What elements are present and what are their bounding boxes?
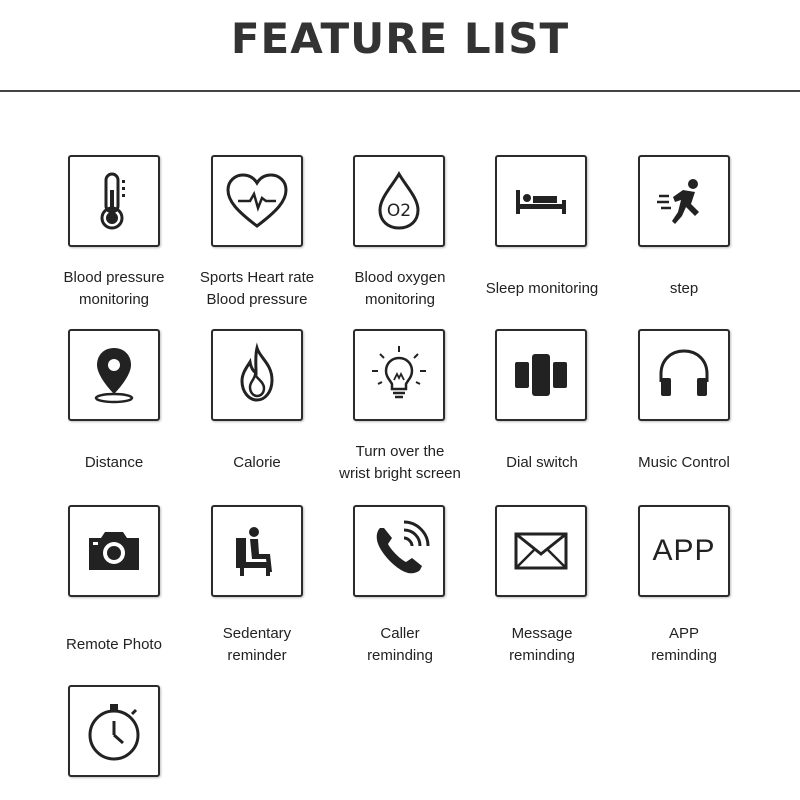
phone-call-icon — [364, 516, 434, 586]
feature-tile-bright-screen — [353, 329, 445, 421]
oxygen-drop-icon — [364, 166, 434, 236]
feature-label-blood-oxygen: Blood oxygen monitoring — [354, 269, 446, 308]
app-text-icon: APP — [652, 534, 716, 567]
location-pin-icon — [79, 340, 149, 410]
feature-label-distance: Distance — [84, 454, 144, 471]
page-title: FEATURE LIST — [230, 14, 570, 63]
feature-label-music: Music Control — [638, 454, 730, 471]
feature-label-heart-rate: Sports Heart rate Blood pressure — [199, 269, 315, 308]
feature-label-app: APP reminding — [651, 625, 717, 664]
feature-tile-distance — [68, 329, 160, 421]
camera-icon — [79, 516, 149, 586]
heart-rate-icon — [222, 166, 292, 236]
armchair-person-icon — [222, 516, 292, 586]
feature-tile-stopwatch — [68, 685, 160, 777]
feature-label-calorie: Calorie — [233, 454, 281, 471]
thermometer-icon — [79, 166, 149, 236]
headphones-icon — [649, 340, 719, 410]
stopwatch-icon — [79, 696, 149, 766]
feature-tile-dial-switch — [495, 329, 587, 421]
feature-tile-step — [638, 155, 730, 247]
feature-tile-remote-photo — [68, 505, 160, 597]
feature-tile-sedentary — [211, 505, 303, 597]
feature-tile-heart-rate — [211, 155, 303, 247]
feature-label-blood-pressure: Blood pressure monitoring — [63, 269, 165, 308]
feature-label-bright-screen: Turn over the wrist bright screen — [339, 443, 461, 482]
oxygen-icon-text: O2 — [386, 201, 412, 221]
feature-tile-sleep — [495, 155, 587, 247]
feature-tile-caller — [353, 505, 445, 597]
feature-tile-message — [495, 505, 587, 597]
running-person-icon — [649, 166, 719, 236]
feature-tile-music — [638, 329, 730, 421]
envelope-icon — [506, 516, 576, 586]
feature-label-sedentary: Sedentary reminder — [222, 625, 292, 664]
feature-label-sleep: Sleep monitoring — [485, 280, 599, 297]
feature-tile-app — [638, 505, 730, 597]
feature-label-caller: Caller reminding — [367, 625, 433, 664]
feature-label-dial-switch: Dial switch — [506, 454, 578, 471]
feature-tile-calorie — [211, 329, 303, 421]
feature-label-message: Message reminding — [509, 625, 575, 664]
feature-label-step: step — [669, 280, 699, 297]
dial-switch-icon — [506, 340, 576, 410]
feature-tile-blood-oxygen — [353, 155, 445, 247]
header-divider — [0, 90, 800, 92]
light-bulb-icon — [364, 340, 434, 410]
bed-icon — [506, 166, 576, 236]
flame-icon — [222, 340, 292, 410]
feature-tile-blood-pressure — [68, 155, 160, 247]
feature-label-remote-photo: Remote Photo — [66, 636, 162, 653]
